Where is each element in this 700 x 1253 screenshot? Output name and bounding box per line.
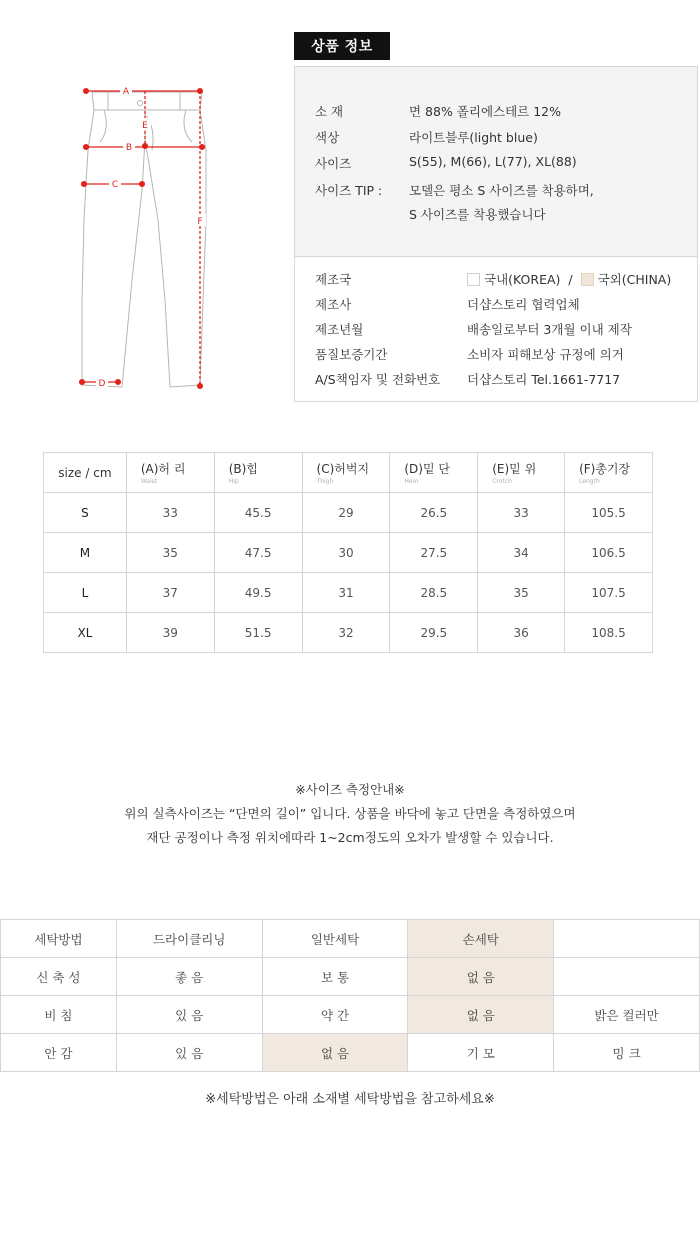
header-hem: (D)밑 단 Hem — [390, 453, 478, 493]
value-cell: 47.5 — [214, 533, 302, 573]
value-cell: 51.5 — [214, 613, 302, 653]
label-b: B — [125, 143, 133, 153]
value-cell: 33 — [478, 493, 565, 533]
care-cell — [554, 920, 700, 958]
label-a: A — [122, 87, 130, 97]
info-value: S(55), M(66), L(77), XL(88) — [409, 154, 577, 169]
value-cell: 36 — [478, 613, 565, 653]
care-cell: 밍 크 — [554, 1034, 700, 1072]
value-cell: 28.5 — [390, 573, 478, 613]
origin-korea: 국내(KOREA) — [484, 272, 561, 287]
care-cell: 세탁방법 — [1, 920, 117, 958]
care-cell: 드라이클리닝 — [116, 920, 262, 958]
value-cell: 37 — [126, 573, 214, 613]
care-cell-selected: 없 음 — [408, 958, 554, 996]
header-thigh: (C)허벅지 Thigh — [302, 453, 390, 493]
label-e: E — [142, 121, 148, 131]
info-value: 더샵스토리 Tel.1661-7717 — [467, 372, 621, 387]
info-key: 제조국 — [315, 272, 352, 287]
info-value: 모델은 평소 S 사이즈를 착용하며, — [409, 183, 594, 198]
info-value: 라이트블루(light blue) — [409, 130, 538, 145]
header-crotch: (E)밑 위 Crotch — [478, 453, 565, 493]
care-row-wash — [1, 920, 700, 958]
care-cell: 있 음 — [116, 996, 262, 1034]
value-cell: 45.5 — [214, 493, 302, 533]
label-f: F — [197, 217, 203, 227]
care-cell: 안 감 — [1, 1034, 117, 1072]
value-cell: 29.5 — [390, 613, 478, 653]
care-cell: 기 모 — [408, 1034, 554, 1072]
korea-checkbox — [467, 273, 480, 286]
header-length: (F)총기장 Length — [565, 453, 653, 493]
product-info-title: 상품 정보 — [294, 32, 390, 60]
value-cell: 33 — [126, 493, 214, 533]
value-cell: 106.5 — [565, 533, 653, 573]
header-hip: (B)힙 Hip — [214, 453, 302, 493]
value-cell: 35 — [126, 533, 214, 573]
info-key: 사이즈 TIP : — [315, 183, 383, 198]
manufacturing-info-box — [294, 257, 698, 402]
header-waist: (A)허 리 Waist — [126, 453, 214, 493]
notice-line-1: 위의 실측사이즈는 “단면의 길이” 입니다. 상품을 바닥에 놓고 단면을 측정하였으며 — [124, 806, 576, 821]
value-cell: 30 — [302, 533, 390, 573]
china-checkbox — [581, 273, 594, 286]
care-cell: 약 간 — [262, 996, 408, 1034]
info-key: A/S책임자 및 전화번호 — [315, 372, 441, 387]
care-footer-note: ※세탁방법은 아래 소재별 세탁방법을 참고하세요※ — [205, 1092, 495, 1107]
care-cell — [554, 958, 700, 996]
care-cell-selected: 손세탁 — [408, 920, 554, 958]
care-cell: 비 침 — [1, 996, 117, 1034]
care-cell-selected: 없 음 — [262, 1034, 408, 1072]
info-key: 품질보증기간 — [315, 347, 388, 362]
care-cell: 보 통 — [262, 958, 408, 996]
care-cell: 일반세탁 — [262, 920, 408, 958]
pants-illustration — [70, 80, 220, 400]
size-cell: L — [44, 573, 127, 613]
value-cell: 105.5 — [565, 493, 653, 533]
care-table — [0, 919, 700, 1072]
pants-measurement-diagram — [70, 80, 220, 400]
label-d: D — [98, 379, 106, 389]
info-value: 소비자 피해보상 규정에 의거 — [467, 347, 624, 362]
info-key: 제조사 — [315, 297, 352, 312]
size-cell: S — [44, 493, 127, 533]
info-value: S 사이즈를 착용했습니다 — [409, 207, 546, 222]
care-cell: 있 음 — [116, 1034, 262, 1072]
header-size-cm: size / cm — [44, 453, 127, 493]
size-table — [43, 452, 653, 653]
size-cell: M — [44, 533, 127, 573]
info-key: 사이즈 — [315, 156, 352, 171]
info-key: 색상 — [315, 130, 340, 145]
value-cell: 29 — [302, 493, 390, 533]
origin-slash: / — [568, 272, 573, 287]
value-cell: 27.5 — [390, 533, 478, 573]
care-row-stretch — [1, 958, 700, 996]
care-cell-selected: 없 음 — [408, 996, 554, 1034]
size-table-header — [44, 453, 653, 493]
info-value: 더샵스토리 협력업체 — [467, 297, 580, 312]
care-cell: 밝은 컬러만 — [554, 996, 700, 1034]
care-cell: 좋 음 — [116, 958, 262, 996]
value-cell: 35 — [478, 573, 565, 613]
value-cell: 26.5 — [390, 493, 478, 533]
info-key: 소 재 — [315, 104, 344, 119]
info-value: 배송일로부터 3개월 이내 제작 — [467, 322, 632, 337]
product-info-box — [294, 66, 698, 257]
value-cell: 107.5 — [565, 573, 653, 613]
value-cell: 39 — [126, 613, 214, 653]
label-c: C — [111, 180, 119, 190]
notice-title: ※사이즈 측정안내※ — [295, 782, 405, 797]
value-cell: 31 — [302, 573, 390, 613]
care-row-sheer — [1, 996, 700, 1034]
value-cell: 108.5 — [565, 613, 653, 653]
table-row — [44, 493, 653, 533]
origin-china: 국외(CHINA) — [597, 272, 672, 287]
value-cell: 34 — [478, 533, 565, 573]
notice-line-2: 재단 공정이나 측정 위치에따라 1~2cm정도의 오차가 발생할 수 있습니다. — [146, 830, 554, 845]
care-cell: 신 축 성 — [1, 958, 117, 996]
info-key: 제조년월 — [315, 322, 364, 337]
info-value: 면 88% 폴리에스테르 12% — [409, 104, 562, 119]
size-cell: XL — [44, 613, 127, 653]
table-row — [44, 573, 653, 613]
value-cell: 32 — [302, 613, 390, 653]
care-row-lining — [1, 1034, 700, 1072]
table-row — [44, 613, 653, 653]
value-cell: 49.5 — [214, 573, 302, 613]
size-measurement-notice — [0, 778, 700, 850]
origin-options — [467, 270, 671, 288]
table-row — [44, 533, 653, 573]
